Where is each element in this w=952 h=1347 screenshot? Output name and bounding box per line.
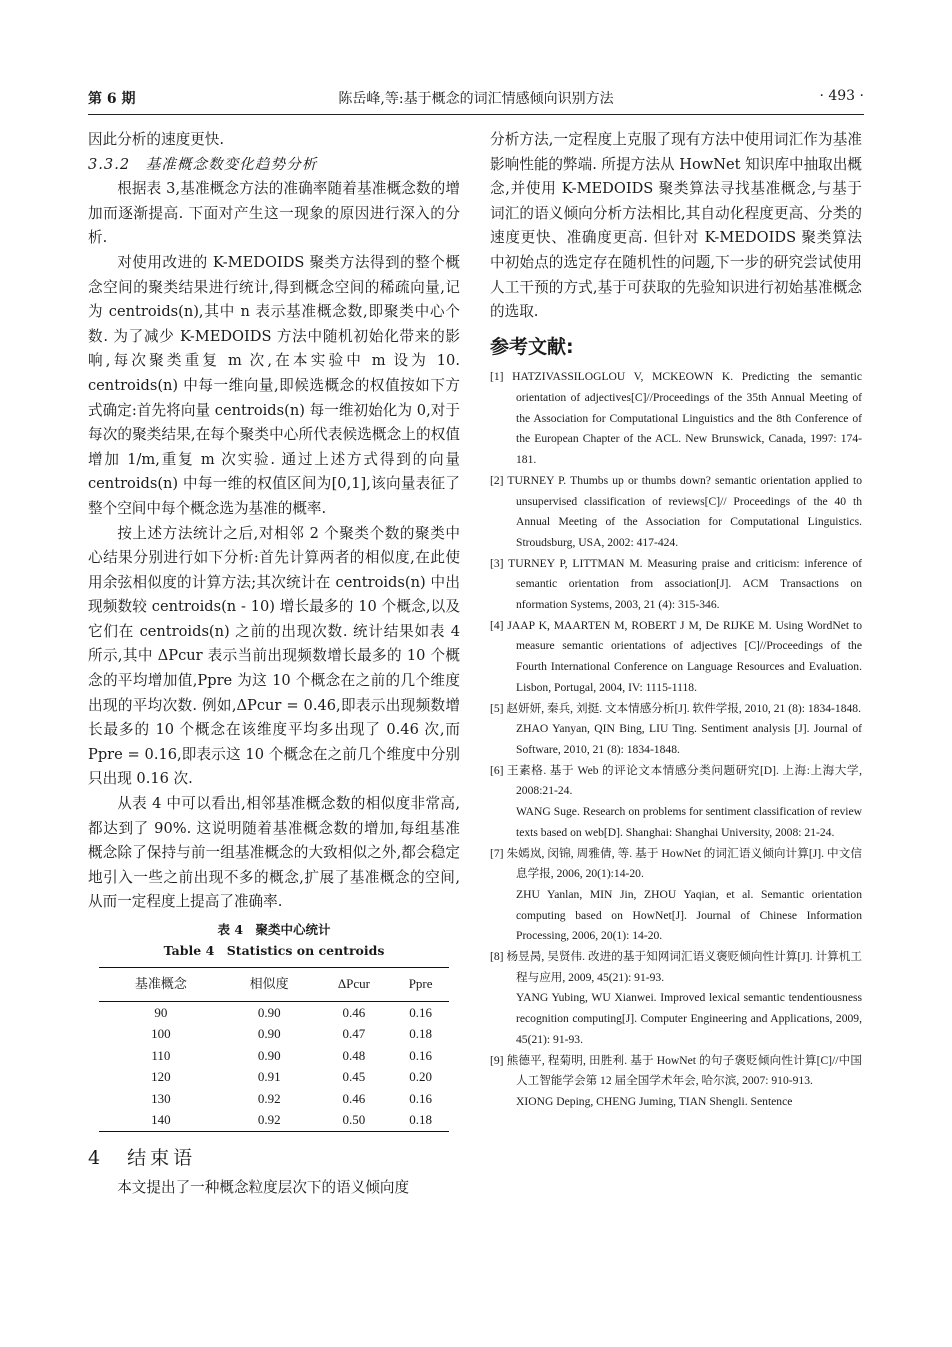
table-header-cell: Ppre (392, 968, 449, 1002)
table-cell: 0.90 (257, 1004, 281, 1020)
table-cell: 0.90 (257, 1047, 281, 1063)
table-cell: 0.16 (409, 1090, 432, 1106)
page-number: · 493 · (819, 88, 864, 104)
table-cell: 110 (151, 1047, 171, 1063)
reference-list (490, 367, 862, 1112)
table-row (99, 1001, 449, 1023)
reference-item: [6] 王素格. 基于 Web 的评论文本情感分类问题研究[D]. 上海:上海大学, 2008:21-24. (490, 763, 862, 798)
table-cell: 0.50 (316, 1109, 393, 1131)
table-cell: 0.18 (409, 1026, 432, 1042)
reference-translation: YANG Yubing, WU Xianwei. Improved lexical semantic tendentiousness recognition computing[J]. Computer Engineering and Applications, 2009, 45(21): 91-93. (516, 991, 862, 1046)
table-cell: 90 (154, 1004, 168, 1020)
table-cell: 0.18 (392, 1109, 449, 1131)
header-rule (88, 114, 864, 115)
table-row (99, 1088, 449, 1110)
reference-item: [1] HATZIVASSILOGLOU V, MCKEOWN K. Predicting the semantic orientation of adjectives[C]//Proceedings of the 35th Annual Meeting of the Association for Computational Linguistics and the 8th Conference of the European Chapter of the ACL. New Brunswick, Canada, 1997: 174-181. (490, 370, 862, 467)
table-cell: 120 (151, 1069, 171, 1085)
reference-item: [4] JAAP K, MAARTEN M, ROBERT J M, De RIJKE M. Using WordNet to measure semantic orientations of adjectives [C]//Proceedings of the Fourth International Conference on Language Resources and Evaluation. Lisbon, Portugal, 2004, IV: 1115-1118. (490, 618, 862, 694)
table-cell: 0.47 (342, 1026, 366, 1042)
issue-label: 第 6 期 (88, 91, 136, 107)
table-row (99, 1023, 449, 1045)
table-cell: 0.46 (342, 1090, 366, 1106)
paragraph: 分析方法,一定程度上克服了现有方法中使用词汇作为基准影响性能的弊端. 所提方法从 HowNet 知识库中抽取出概念,并使用 K-MEDOIDS 聚类算法寻找基准概念,与基于词汇的语义倾向分析方法相比,其自动化程度更高、分类的速度更快、准确度更高. 但针对 K-MEDOIDS 聚类算法中初始点的选定存在随机性的问题,下一步的研究尝试使用人工干预的方式,基于可获取的先验知识进行初始基准概念的选取. (490, 131, 862, 321)
paragraph: 从表 4 中可以看出,相邻基准概念数的相似度非常高,都达到了 90%. 这说明随着基准概念数的增加,每组基准概念除了保持与前一组基准概念的大致相似之外,都会稳定地引入一些之前出现不多的概念,扩展了基准概念的空间,从而一定程度上提高了准确率. (88, 795, 460, 911)
table-cell: 0.92 (223, 1109, 316, 1131)
paragraph-continued: 因此分析的速度更快. (88, 131, 224, 148)
table-cell: 0.16 (409, 1047, 432, 1063)
running-title: 陈岳峰,等:基于概念的词汇情感倾向识别方法 (338, 91, 614, 107)
table-cell: 140 (99, 1109, 223, 1131)
reference-translation: WANG Suge. Research on problems for sentiment classification of review texts based on web[D]. Shanghai: Shanghai University, 2008: 21-24. (516, 805, 862, 839)
table-cell: 0.48 (342, 1047, 366, 1063)
left-column (88, 128, 460, 1201)
table-header-cell: ΔPcur (316, 968, 393, 1002)
reference-item: [2] TURNEY P. Thumbs up or thumbs down? semantic orientation applied to unsupervised classification of reviews[C]// Proceedings of the 40 th Annual Meeting of the Association for Computational Linguistics. Stroudsburg, USA, 2002: 417-424. (490, 473, 862, 549)
table-row (99, 1045, 449, 1067)
reference-item: [5] 赵妍妍, 秦兵, 刘挺. 文本情感分析[J]. 软件学报, 2010, 21 (8): 1834-1848. (490, 701, 861, 715)
table-cell: 0.45 (342, 1069, 366, 1085)
table-cell: 0.46 (342, 1004, 366, 1020)
table-caption-en: Table 4 Statistics on centroids (163, 943, 385, 958)
table-caption-cn: 表 4 聚类中心统计 (217, 922, 331, 937)
table-cell: 100 (151, 1026, 171, 1042)
table-cell: 0.92 (257, 1090, 281, 1106)
table-row (99, 1109, 449, 1131)
paragraph: 本文提出了一种概念粒度层次下的语义倾向度 (117, 1179, 410, 1197)
paragraph: 根据表 3,基准概念方法的准确率随着基准概念数的增加而逐渐提高. 下面对产生这一现象的原因进行深入的分析. (88, 180, 460, 247)
reference-item: [3] TURNEY P, LITTMAN M. Measuring praise and criticism: inference of semantic orientation from association[J]. ACM Transactions on nformation Systems, 2003, 21 (4): 315-346. (490, 556, 862, 612)
table-cell: 0.90 (257, 1026, 281, 1042)
subsection-heading: 3.3.2 基准概念数变化趋势分析 (88, 155, 318, 173)
table-cell: 0.20 (409, 1069, 432, 1085)
table-cell: 0.91 (257, 1069, 281, 1085)
table-header-cell: 相似度 (223, 968, 316, 1002)
table-cell: 130 (151, 1090, 171, 1106)
reference-translation: ZHAO Yanyan, QIN Bing, LIU Ting. Sentiment analysis [J]. Journal of Software, 2010, 21 (8): 1834-1848. (516, 722, 862, 756)
reference-item: [9] 熊德平, 程菊明, 田胜利. 基于 HowNet 的句子褒贬倾向性计算[C]//中国人工智能学会第 12 届全国学术年会, 哈尔滨, 2007: 910-913. (490, 1053, 862, 1088)
reference-item: [7] 朱嫣岚, 闵锦, 周雅倩, 等. 基于 HowNet 的词汇语义倾向计算[J]. 中文信息学报, 2006, 20(1):14-20. (490, 846, 862, 881)
table-header-cell: 基准概念 (99, 968, 223, 1002)
paragraph: 对使用改进的 K-MEDOIDS 聚类方法得到的整个概念空间的聚类结果进行统计,得到概念空间的稀疏向量,记为 centroids(n),其中 n 表示基准概念数,即聚类中心个数. 为了减少 K-MEDOIDS 方法中随机初始化带来的影响,每次聚类重复 m 次,在本实验中 m 设为 10. centroids(n) 中每一维向量,即候选概念的权值按如下方式确定:首先将向量 centroids(n) 每一维初始化为 0,对于每次的聚类结果,在每个聚类中心所代表候选概念上的权值增加 1/m,重复 m 次实验. 通过上述方式得到的向量 centroids(n) 中每一维的权值区间为[0,1],该向量表征了整个空间中每个概念选为基准的概率. (88, 253, 460, 517)
section-heading: 4 结束语 (88, 1146, 197, 1169)
references-heading: 参考文献: (490, 335, 574, 358)
table-cell: 0.16 (409, 1004, 432, 1020)
reference-item: [8] 杨昱昺, 吴贤伟. 改进的基于知网词汇语义褒贬倾向性计算[J]. 计算机工程与应用, 2009, 45(21): 91-93. (490, 950, 862, 984)
table-row (99, 1066, 449, 1088)
right-column (490, 128, 862, 1113)
centroids-table (99, 967, 449, 1132)
paragraph: 按上述方法统计之后,对相邻 2 个聚类个数的聚类中心结果分别进行如下分析:首先计算两者的相似度,在此使用余弦相似度的计算方法;其次统计在 centroids(n) 中出现频数较 centroids(n - 10) 增长最多的 10 个概念,以及它们在 centroids(n) 之前的出现次数. 统计结果如表 4 所示,其中 ΔPcur 表示当前出现频数增长最多的 10 个概念的平均增加值,Ppre 为这 10 个概念在之前的几个维度出现的平均次数. 例如,ΔPcur = 0.46,即表示出现频数增长最多的 10 个概念在该维度平均多出现了 0.46 次,而 Ppre = 0.16,即表示这 10 个概念在之前几个维度中分别只出现 0.16 次. (88, 524, 460, 788)
page-header (88, 88, 864, 114)
reference-translation: XIONG Deping, CHENG Juming, TIAN Shengli. Sentence (516, 1094, 793, 1108)
reference-translation: ZHU Yanlan, MIN Jin, ZHOU Yaqian, et al. Semantic orientation computing based on HowNet[J]. Journal of Chinese Information Processing, 2006, 20(1): 14-20. (516, 887, 862, 943)
